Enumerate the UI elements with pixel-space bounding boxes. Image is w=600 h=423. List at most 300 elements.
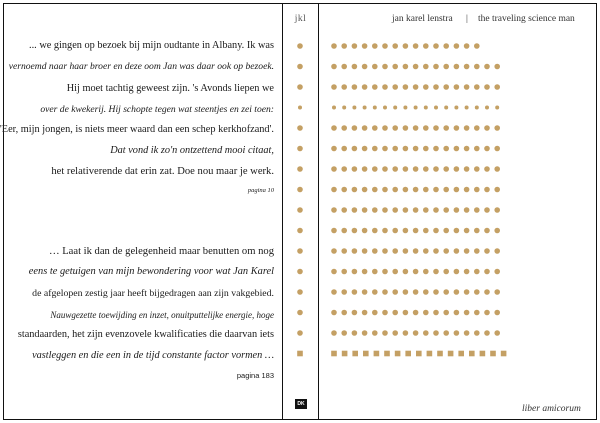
pattern-dot xyxy=(382,228,388,234)
pattern-dot xyxy=(423,64,429,70)
spine-dot xyxy=(297,248,303,254)
pattern-dot xyxy=(403,125,409,131)
pattern-dot xyxy=(392,187,398,193)
pattern-dot xyxy=(352,146,358,152)
pattern-dot xyxy=(403,289,409,295)
pattern-dot xyxy=(403,43,409,49)
pattern-dot xyxy=(413,228,419,234)
pattern-dot xyxy=(403,228,409,234)
pattern-dot xyxy=(362,187,368,193)
quote1-line-7: het relativerende dat erin zat. Doe nou maar je werk. xyxy=(51,166,274,177)
spine-dot xyxy=(297,289,303,295)
pattern-dot xyxy=(484,289,490,295)
pattern-dot xyxy=(392,289,398,295)
pattern-dot xyxy=(413,166,419,172)
pattern-dot xyxy=(423,228,429,234)
pattern-dot xyxy=(494,248,500,254)
pattern-dot xyxy=(474,248,480,254)
pattern-dot xyxy=(331,228,337,234)
pattern-dot xyxy=(443,187,449,193)
pattern-dot xyxy=(464,289,470,295)
pattern-dot xyxy=(474,43,480,49)
page-reference-2: pagina 183 xyxy=(236,371,274,380)
pattern-dot xyxy=(474,84,480,90)
pattern-dot xyxy=(352,106,356,110)
quote2-line-3: de afgelopen zestig jaar heeft bijgedragen aan zijn vakgebied. xyxy=(32,288,274,299)
pattern-dot xyxy=(352,207,358,213)
pattern-dot xyxy=(464,166,470,172)
pattern-dot xyxy=(362,43,368,49)
pattern-dot xyxy=(362,125,368,131)
pattern-dot xyxy=(474,330,480,336)
pattern-dot xyxy=(494,228,500,234)
spine-dot xyxy=(297,125,303,131)
pattern-dot xyxy=(403,146,409,152)
pattern-dot xyxy=(341,310,347,316)
pattern-dot xyxy=(495,106,499,110)
pattern-dot xyxy=(382,64,388,70)
pattern-dot xyxy=(414,106,418,110)
pattern-dot xyxy=(341,43,347,49)
pattern-dot xyxy=(413,248,419,254)
pattern-dot xyxy=(423,187,429,193)
pattern-dot xyxy=(416,351,422,357)
pattern-dot xyxy=(423,43,429,49)
pattern-dot xyxy=(433,64,439,70)
pattern-dot xyxy=(433,207,439,213)
pattern-dot xyxy=(423,248,429,254)
pattern-dot xyxy=(382,248,388,254)
page-reference-1: pagina 10 xyxy=(247,187,274,194)
spine-dot xyxy=(297,64,303,70)
pattern-dot xyxy=(454,166,460,172)
pattern-dot xyxy=(443,228,449,234)
pattern-dot xyxy=(395,351,401,357)
pattern-dot xyxy=(362,289,368,295)
pattern-dot xyxy=(341,207,347,213)
pattern-dot xyxy=(372,125,378,131)
spine-dot xyxy=(297,166,303,172)
pattern-dot xyxy=(372,310,378,316)
pattern-dot xyxy=(362,146,368,152)
pattern-dot xyxy=(342,106,346,110)
pattern-dot xyxy=(341,330,347,336)
pattern-dot xyxy=(423,84,429,90)
pattern-dot xyxy=(413,84,419,90)
pattern-dot xyxy=(352,330,358,336)
pattern-dot xyxy=(474,310,480,316)
book-title: the traveling science man xyxy=(478,14,575,24)
pattern-dot xyxy=(403,187,409,193)
pattern-dot xyxy=(484,125,490,131)
pattern-dot xyxy=(474,166,480,172)
pattern-dot xyxy=(424,106,428,110)
pattern-dot xyxy=(413,43,419,49)
running-footer: liber amicorum xyxy=(522,404,581,414)
pattern-dot xyxy=(331,351,337,357)
pattern-dot xyxy=(464,64,470,70)
pattern-dot xyxy=(352,125,358,131)
spine-dot xyxy=(297,330,303,336)
pattern-dot xyxy=(392,330,398,336)
pattern-dot xyxy=(403,269,409,275)
spine-dot xyxy=(298,106,302,110)
pattern-dot xyxy=(464,310,470,316)
pattern-dot xyxy=(433,146,439,152)
pattern-dot xyxy=(372,187,378,193)
pattern-dot xyxy=(464,125,470,131)
pattern-dot xyxy=(383,106,387,110)
pattern-dot xyxy=(494,84,500,90)
pattern-dot xyxy=(484,146,490,152)
pattern-dot xyxy=(382,269,388,275)
pattern-dot xyxy=(331,64,337,70)
pattern-dot xyxy=(444,106,448,110)
pattern-dot xyxy=(332,106,336,110)
pattern-dot xyxy=(423,125,429,131)
pattern-dot xyxy=(403,207,409,213)
pattern-dot xyxy=(433,289,439,295)
quote1-line-5: 'Eer, mijn jongen, is niets meer waard dan een schep kerkhofzand'. xyxy=(0,124,274,135)
pattern-dot xyxy=(484,187,490,193)
pattern-dot xyxy=(331,187,337,193)
pattern-dot xyxy=(413,146,419,152)
pattern-dot xyxy=(392,125,398,131)
pattern-dot xyxy=(423,166,429,172)
spine-dot xyxy=(297,310,303,316)
pattern-dot xyxy=(465,106,469,110)
pattern-dot xyxy=(372,248,378,254)
pattern-dot xyxy=(437,351,443,357)
pattern-dot xyxy=(433,310,439,316)
pattern-dot xyxy=(352,64,358,70)
pattern-dot xyxy=(423,146,429,152)
pattern-dot xyxy=(423,289,429,295)
pattern-dot xyxy=(392,146,398,152)
pattern-dot xyxy=(464,228,470,234)
pattern-dot xyxy=(485,106,489,110)
pattern-dot xyxy=(363,106,367,110)
pattern-dot xyxy=(413,330,419,336)
pattern-dot xyxy=(341,248,347,254)
spine-dot xyxy=(297,187,303,193)
pattern-dot xyxy=(382,125,388,131)
pattern-dot xyxy=(403,166,409,172)
pattern-dot xyxy=(474,228,480,234)
pattern-dot xyxy=(494,207,500,213)
quote1-line-1: ... we gingen op bezoek bij mijn oudtante in Albany. Ik was xyxy=(29,40,274,51)
pattern-dot xyxy=(454,228,460,234)
pattern-dot xyxy=(443,330,449,336)
spine-dot xyxy=(297,269,303,275)
pattern-dot xyxy=(494,330,500,336)
pattern-dot xyxy=(484,228,490,234)
pattern-dot xyxy=(403,310,409,316)
pattern-dot xyxy=(372,228,378,234)
pattern-dot xyxy=(382,84,388,90)
pattern-dot xyxy=(403,106,407,110)
pattern-dot xyxy=(331,269,337,275)
pattern-dot xyxy=(392,310,398,316)
quote2-line-2: eens te getuigen van mijn bewondering voor wat Jan Karel xyxy=(28,266,274,277)
pattern-dot xyxy=(443,207,449,213)
pattern-dot xyxy=(484,310,490,316)
pattern-dot xyxy=(362,84,368,90)
author-name: jan karel lenstra xyxy=(392,14,453,24)
pattern-dot xyxy=(373,106,377,110)
pattern-dot xyxy=(423,207,429,213)
quote2-line-5: standaarden, het zijn evenzovele kwalificaties die daarvan iets xyxy=(17,329,274,340)
pattern-dot xyxy=(433,248,439,254)
pattern-dot xyxy=(413,289,419,295)
quote1-line-4: over de kwekerij. Hij schopte tegen wat steentjes en zei toen: xyxy=(40,104,274,115)
pattern-dot xyxy=(423,330,429,336)
pattern-dot xyxy=(403,248,409,254)
pattern-dot xyxy=(494,64,500,70)
pattern-dot xyxy=(433,269,439,275)
spine-dot xyxy=(297,351,303,357)
pattern-dot xyxy=(454,43,460,49)
pattern-dot xyxy=(382,146,388,152)
pattern-dot xyxy=(469,351,475,357)
pattern-dot xyxy=(454,125,460,131)
pattern-dot xyxy=(341,146,347,152)
pattern-dot xyxy=(413,269,419,275)
pattern-dot xyxy=(392,84,398,90)
spine-dot xyxy=(297,84,303,90)
pattern-dot xyxy=(443,289,449,295)
pattern-dot xyxy=(475,106,479,110)
pattern-dot xyxy=(413,187,419,193)
pattern-dot xyxy=(484,84,490,90)
pattern-dot xyxy=(352,84,358,90)
pattern-dot xyxy=(443,310,449,316)
pattern-dot xyxy=(341,125,347,131)
pattern-dot xyxy=(341,64,347,70)
pattern-dot xyxy=(454,248,460,254)
pattern-dot xyxy=(352,269,358,275)
pattern-dot xyxy=(362,228,368,234)
spine-dot xyxy=(297,146,303,152)
pattern-dot xyxy=(341,228,347,234)
pattern-dot xyxy=(372,269,378,275)
pattern-dot xyxy=(454,269,460,275)
pattern-dot xyxy=(484,166,490,172)
pattern-dot xyxy=(331,310,337,316)
pattern-dot xyxy=(443,64,449,70)
pattern-dot xyxy=(362,64,368,70)
pattern-dot xyxy=(331,248,337,254)
pattern-dot xyxy=(433,228,439,234)
pattern-dot xyxy=(341,269,347,275)
pattern-dot xyxy=(464,248,470,254)
pattern-dot xyxy=(464,207,470,213)
pattern-dot xyxy=(341,187,347,193)
pattern-dot xyxy=(423,269,429,275)
pattern-dot xyxy=(363,351,369,357)
pattern-dot xyxy=(454,64,460,70)
pattern-dot xyxy=(352,43,358,49)
pattern-dot xyxy=(443,43,449,49)
quote1-line-3: Hij moet tachtig geweest zijn. 's Avonds liepen we xyxy=(66,83,274,94)
pattern-dot xyxy=(403,330,409,336)
pattern-dot xyxy=(433,166,439,172)
pattern-dot xyxy=(494,187,500,193)
pattern-dot xyxy=(382,166,388,172)
pattern-dot xyxy=(464,269,470,275)
quote1-line-2: vernoemd naar haar broer en deze oom Jan was daar ook op bezoek. xyxy=(8,61,274,72)
pattern-dot xyxy=(372,330,378,336)
pattern-dot xyxy=(484,64,490,70)
pattern-dot xyxy=(464,146,470,152)
pattern-dot xyxy=(433,125,439,131)
pattern-dot xyxy=(403,64,409,70)
pattern-dot xyxy=(494,146,500,152)
pattern-dot xyxy=(392,43,398,49)
pattern-dot xyxy=(392,207,398,213)
pattern-dot xyxy=(352,228,358,234)
pattern-dot xyxy=(392,166,398,172)
header-separator: | xyxy=(466,14,468,24)
pattern-dot xyxy=(474,269,480,275)
pattern-dot xyxy=(494,289,500,295)
pattern-dot xyxy=(464,330,470,336)
pattern-dot xyxy=(382,310,388,316)
pattern-dot xyxy=(331,330,337,336)
pattern-dot xyxy=(342,351,348,357)
quote2-line-4: Nauwgezette toewijding en inzet, onuitputtelijke energie, hoge xyxy=(50,310,274,320)
quote2-line-6: vastleggen en die een in de tijd constante factor vormen … xyxy=(32,350,274,361)
pattern-dot xyxy=(443,166,449,172)
pattern-dot xyxy=(362,269,368,275)
pattern-dot xyxy=(372,207,378,213)
pattern-dot xyxy=(372,84,378,90)
pattern-dot xyxy=(454,207,460,213)
pattern-dot xyxy=(423,310,429,316)
pattern-dot xyxy=(448,351,454,357)
pattern-dot xyxy=(434,106,438,110)
pattern-dot xyxy=(474,125,480,131)
pattern-dot xyxy=(443,248,449,254)
pattern-dot xyxy=(427,351,433,357)
pattern-dot xyxy=(341,84,347,90)
pattern-dot xyxy=(474,64,480,70)
pattern-dot xyxy=(443,125,449,131)
pattern-dot xyxy=(413,125,419,131)
pattern-dot xyxy=(480,351,486,357)
pattern-dot xyxy=(484,330,490,336)
pattern-dot xyxy=(413,207,419,213)
pattern-dot xyxy=(454,106,458,110)
pattern-dot xyxy=(490,351,496,357)
pattern-dot xyxy=(382,289,388,295)
pattern-dot xyxy=(352,351,358,357)
pattern-dot xyxy=(341,289,347,295)
pattern-dot xyxy=(372,289,378,295)
pattern-dot xyxy=(362,207,368,213)
pattern-dot xyxy=(384,351,390,357)
pattern-dot xyxy=(484,269,490,275)
pattern-dot xyxy=(464,84,470,90)
pattern-dot xyxy=(392,228,398,234)
pattern-dot xyxy=(405,351,411,357)
pattern-dot xyxy=(454,187,460,193)
spine-dot xyxy=(297,207,303,213)
pattern-dot xyxy=(501,351,507,357)
pattern-dot xyxy=(392,248,398,254)
spine-dot xyxy=(297,43,303,49)
pattern-dot xyxy=(341,166,347,172)
pattern-dot xyxy=(331,125,337,131)
pattern-dot xyxy=(494,125,500,131)
pattern-dot xyxy=(331,207,337,213)
publisher-logo-icon: DK xyxy=(295,399,307,409)
monogram: jkl xyxy=(294,14,307,24)
pattern-dot xyxy=(372,166,378,172)
pattern-dot xyxy=(443,269,449,275)
pattern-dot xyxy=(494,310,500,316)
pattern-dot xyxy=(433,84,439,90)
pattern-dot xyxy=(362,330,368,336)
pattern-dot xyxy=(382,207,388,213)
pattern-dot xyxy=(454,84,460,90)
pattern-dot xyxy=(331,84,337,90)
pattern-dot xyxy=(443,146,449,152)
pattern-dot xyxy=(352,248,358,254)
pattern-dot xyxy=(382,187,388,193)
pattern-dot xyxy=(433,187,439,193)
pattern-dot xyxy=(352,289,358,295)
pattern-dot xyxy=(454,330,460,336)
pattern-dot xyxy=(331,146,337,152)
pattern-dot xyxy=(494,269,500,275)
pattern-dot xyxy=(352,166,358,172)
quote1-line-6: Dat vond ik zo'n ontzettend mooi citaat, xyxy=(110,145,274,156)
pattern-dot xyxy=(474,207,480,213)
pattern-dot xyxy=(392,64,398,70)
pattern-dot xyxy=(392,269,398,275)
pattern-dot xyxy=(331,43,337,49)
pattern-dot xyxy=(433,330,439,336)
spine-dot xyxy=(297,228,303,234)
pattern-dot xyxy=(464,187,470,193)
pattern-dot xyxy=(413,64,419,70)
pattern-dot xyxy=(454,289,460,295)
pattern-dot xyxy=(494,166,500,172)
pattern-dot xyxy=(484,248,490,254)
pattern-dot xyxy=(464,43,470,49)
pattern-dot xyxy=(413,310,419,316)
pattern-dot xyxy=(474,187,480,193)
pattern-dot xyxy=(372,43,378,49)
pattern-dot xyxy=(393,106,397,110)
quote2-line-1: … Laat ik dan de gelegenheid maar benutten om nog xyxy=(48,246,274,257)
pattern-dot xyxy=(362,166,368,172)
pattern-dot xyxy=(474,146,480,152)
pattern-dot xyxy=(374,351,380,357)
pattern-dot xyxy=(382,43,388,49)
pattern-dot xyxy=(362,310,368,316)
pattern-dot xyxy=(443,84,449,90)
pattern-dot xyxy=(362,248,368,254)
pattern-dot xyxy=(454,146,460,152)
pattern-dot xyxy=(352,187,358,193)
pattern-dot xyxy=(484,207,490,213)
pattern-dot xyxy=(458,351,464,357)
pattern-dot xyxy=(372,64,378,70)
pattern-dot xyxy=(474,289,480,295)
pattern-dot xyxy=(433,43,439,49)
